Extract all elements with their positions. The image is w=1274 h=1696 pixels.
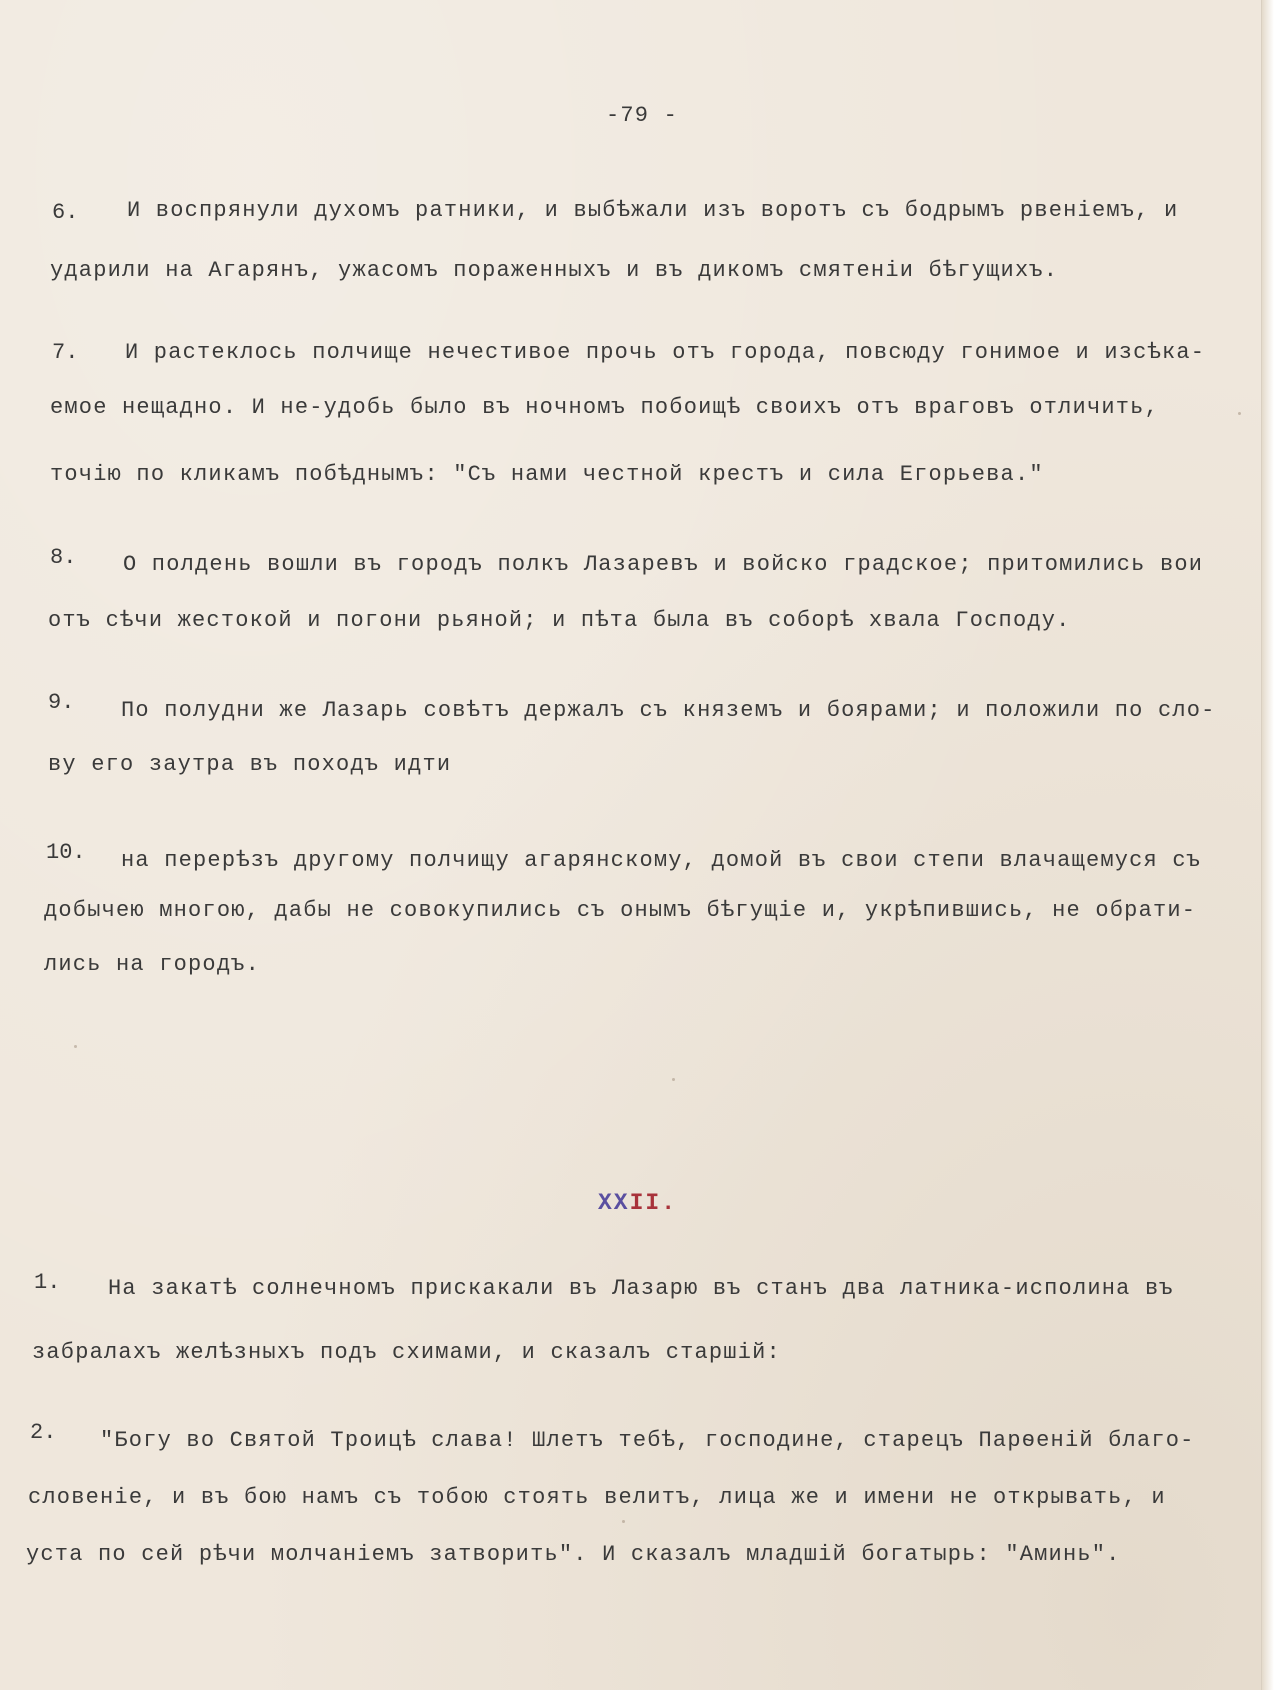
page-number: -79 - [606,103,679,128]
paragraph-line: "Богу во Святой Троицѣ слава! Шлетъ тебѣ, господине, старецъ Парѳеній благо- [100,1428,1195,1453]
paragraph-line: словеніе, и въ бою намъ съ тобою стоять велитъ, лица же и имени не открывать, и [28,1485,1166,1510]
paragraph-line: добычею многою, дабы не совокупились съ онымъ бѣгущіе и, укрѣпившись, не обрати- [44,898,1197,923]
paragraph-line: И воспрянули духомъ ратники, и выбѣжали изъ воротъ съ бодрымъ рвеніемъ, и [127,198,1179,223]
paragraph-number: 9. [48,690,75,715]
paragraph-line: ву его заутра въ походъ идти [48,752,452,777]
paper-speck [74,1045,77,1048]
paragraph-line: По полудни же Лазарь совѣтъ держалъ съ княземъ и боярами; и положили по сло- [121,698,1216,723]
paragraph-number: 8. [50,545,77,570]
paragraph-line: ударили на Агарянъ, ужасомъ пораженныхъ и въ дикомъ смятеніи бѣгущихъ. [50,258,1059,283]
paragraph-line: уста по сей рѣчи молчаніемъ затворить". И сказалъ младшій богатырь: "Аминь". [26,1542,1121,1567]
paragraph-line: И растеклось полчище нечестивое прочь отъ города, повсюду гонимое и изсѣка- [125,340,1206,365]
paper-speck [1238,412,1241,415]
paragraph-line: лись на городъ. [44,952,261,977]
paragraph-number: 1. [34,1270,61,1295]
paragraph-number: 7. [52,340,79,365]
paper-speck [672,1078,675,1081]
paragraph-line: на перерѣзъ другому полчищу агарянскому, домой въ свои степи влачащемуся съ [121,848,1202,873]
chapter-heading [598,1190,677,1216]
paragraph-line: отъ сѣчи жестокой и погони рьяной; и пѣта была въ соборѣ хвала Господу. [48,608,1071,633]
page-bottom-margin [0,1690,1274,1696]
paragraph-line: точію по кликамъ побѣднымъ: "Съ нами честной крестъ и сила Егорьева." [50,462,1044,487]
paper-speck [622,1520,625,1523]
chapter-heading-i: II. [629,1190,678,1216]
paragraph-line: На закатѣ солнечномъ прискакали въ Лазарю въ станъ два латника-исполина въ [108,1276,1174,1301]
paragraph-number: 10. [46,840,86,865]
paragraph-line: О полдень вошли въ городъ полкъ Лазаревъ и войско градское; притомились вои [123,552,1204,577]
paragraph-number: 6. [52,200,79,225]
paragraph-line: забралахъ желѣзныхъ подъ схимами, и сказалъ старшій: [32,1340,781,1365]
paragraph-line: емое нещадно. И не-удобь было въ ночномъ побоищѣ своихъ отъ враговъ отличить, [50,395,1159,420]
paragraph-number: 2. [30,1420,57,1445]
page-edge-shadow [1262,0,1274,1696]
chapter-heading-x: XX [598,1190,630,1216]
